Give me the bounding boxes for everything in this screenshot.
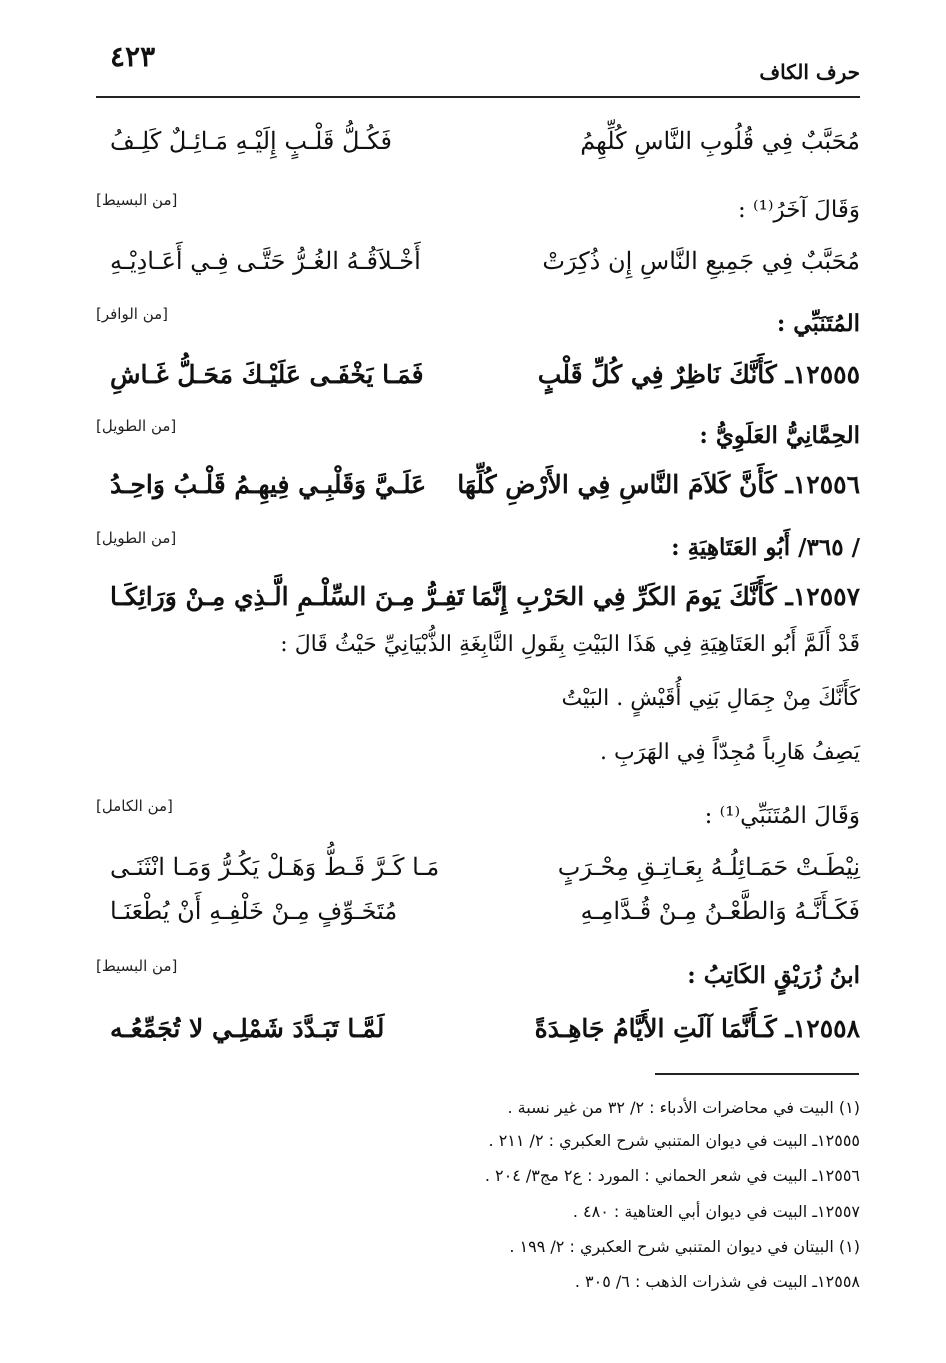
first-hemistich: ١٢٥٥٦ـ كَأَنَّ كَلاَمَ النَّاسِ فِي الأَرْضِ كُلِّهَا [457,470,860,499]
footnote: ١٢٥٥٧ـ البيت في ديوان أبي العتاهية : ٤٨٠ . [572,1202,860,1221]
meter-label: [من الطويل] [96,417,177,435]
poet-name: وَقَالَ المُتَنَبِّي⁽¹⁾ : [704,803,860,829]
second-hemistich: فَمَـا يَخْفَـى عَلَيْـكَ مَحَـلُّ غَـاشِ [110,360,424,389]
verse-line [86,352,860,398]
meter-label: [من الكامل] [96,797,173,815]
first-hemistich: ١٢٥٥٨ـ كَـأَنَّمَا آلَتِ الأَيَّامُ جَاهِـدَةً [534,1014,860,1043]
second-hemistich: أَخْـلاَقُـهُ الغُـرُّ حَتَّـى فِـي أَعَـادِيْـهِ [110,247,421,275]
verse-line [86,462,860,508]
second-hemistich: عَلَـيَّ وَقَلْبِـي فِيهِـمُ قَلْـبُ وَاحِـدُ [110,470,427,499]
first-hemistich: فَكَـأَنَّـهُ وَالطَّعْـنُ مِـنْ قُـدَّامِـهِ [580,897,860,925]
footnote: (١) البيتان في ديوان المتنبي شرح العكبري : ٢/ ١٩٩ . [509,1237,860,1256]
second-hemistich: فَكُـلُّ قَلْـبٍ إِلَيْـهِ مَـائِـلٌ كَلِـفُ [110,127,392,155]
second-hemistich: مَـا كَـرَّ قَـطُّ وَهَـلْ يَكُـرُّ وَمَـا انْثَنَـى [110,853,440,881]
verse-line [86,574,860,620]
footnote-separator [655,1073,859,1075]
commentary-line: قَدْ أَلَمَّ أَبُو العَتَاهِيَةِ فِي هَذَا البَيْتِ بِقَولِ النَّابِغَةِ الذُّبْيَانِيِّ حَيْثُ قَالَ : [280,632,860,657]
attribution-line [86,304,860,344]
second-hemistich: تَفِـرُّ مِـنَ السِّلْـمِ الَّـذِي مِـنْ وَرَائِكَـا [110,582,465,611]
footnote: ١٢٥٥٥ـ البيت في ديوان المتنبي شرح العكبري : ٢/ ٢١١ . [488,1131,860,1150]
meter-label: [من الوافر] [96,305,169,323]
verse-line [86,844,860,890]
commentary-line: يَصِفُ هَارِباً مُجِدّاً فِي الهَرَبِ . [600,740,860,765]
first-hemistich: نِيْطَـتْ حَمَـائِلُـهُ بِعَـاتِـقِ مِحْـرَبٍ [557,853,860,881]
attribution-line [86,190,860,230]
attribution-line [86,528,860,568]
poet-name: المُتَنَبِّي : [776,310,860,337]
verse-line [86,238,860,284]
page-number: ٤٢٣ [110,40,156,73]
meter-label: [من البسيط] [96,957,178,975]
first-hemistich: ١٢٥٥٧ـ كَأَنَّكَ يَومَ الكَرِّ فِي الحَرْبِ إِنَّمَا [471,582,860,611]
footnote: ١٢٥٥٨ـ البيت في شذرات الذهب : ٦/ ٣٠٥ . [574,1272,860,1291]
verse-line [86,888,860,934]
first-hemistich: ١٢٥٥٥ـ كَأَنَّكَ نَاظِرٌ فِي كُلِّ قَلْبٍ [537,360,860,389]
verse-line [86,118,860,164]
commentary-line: كَأَنَّكَ مِنْ جِمَالِ بَنِي أُقَيْشٍ . البَيْتُ [561,686,860,711]
attribution-line [86,796,860,836]
meter-label: [من الطويل] [96,529,177,547]
footnote: (١) البيت في محاضرات الأدباء : ٢/ ٣٢ من غير نسبة . [507,1098,860,1117]
poet-name: ابنُ زُرَيْقٍ الكَاتِبُ : [687,962,860,989]
chapter-title: حرف الكاف [759,60,860,84]
first-hemistich: مُحَبَّبٌ فِي قُلُوبِ النَّاسِ كُلِّهِمُ [580,127,860,155]
verse-line [86,1006,860,1052]
poet-name: / ٣٦٥/ أَبُو العَتَاهِيَةِ : [671,534,860,561]
footnote: ١٢٥٥٦ـ البيت في شعر الحماني : المورد : ع٢ مج٣/ ٢٠٤ . [484,1166,860,1185]
attribution-line [86,956,860,996]
header-rule [96,96,860,98]
poet-name: وَقَالَ آخَرُ⁽¹⁾ : [737,197,860,223]
second-hemistich: لَمَّـا تَبَـدَّدَ شَمْلِـي لا تُجَمِّعُـه [110,1014,385,1043]
poet-name: الحِمَّانِيُّ العَلَوِيُّ : [699,422,860,449]
meter-label: [من البسيط] [96,191,178,209]
attribution-line [86,416,860,456]
second-hemistich: مُتَخَـوِّفٍ مِـنْ خَلْفِـهِ أَنْ يُطْعَنَـا [110,897,398,925]
first-hemistich: مُحَبَّبٌ فِي جَمِيعِ النَّاسِ إِن ذُكِرَتْ [542,247,860,275]
